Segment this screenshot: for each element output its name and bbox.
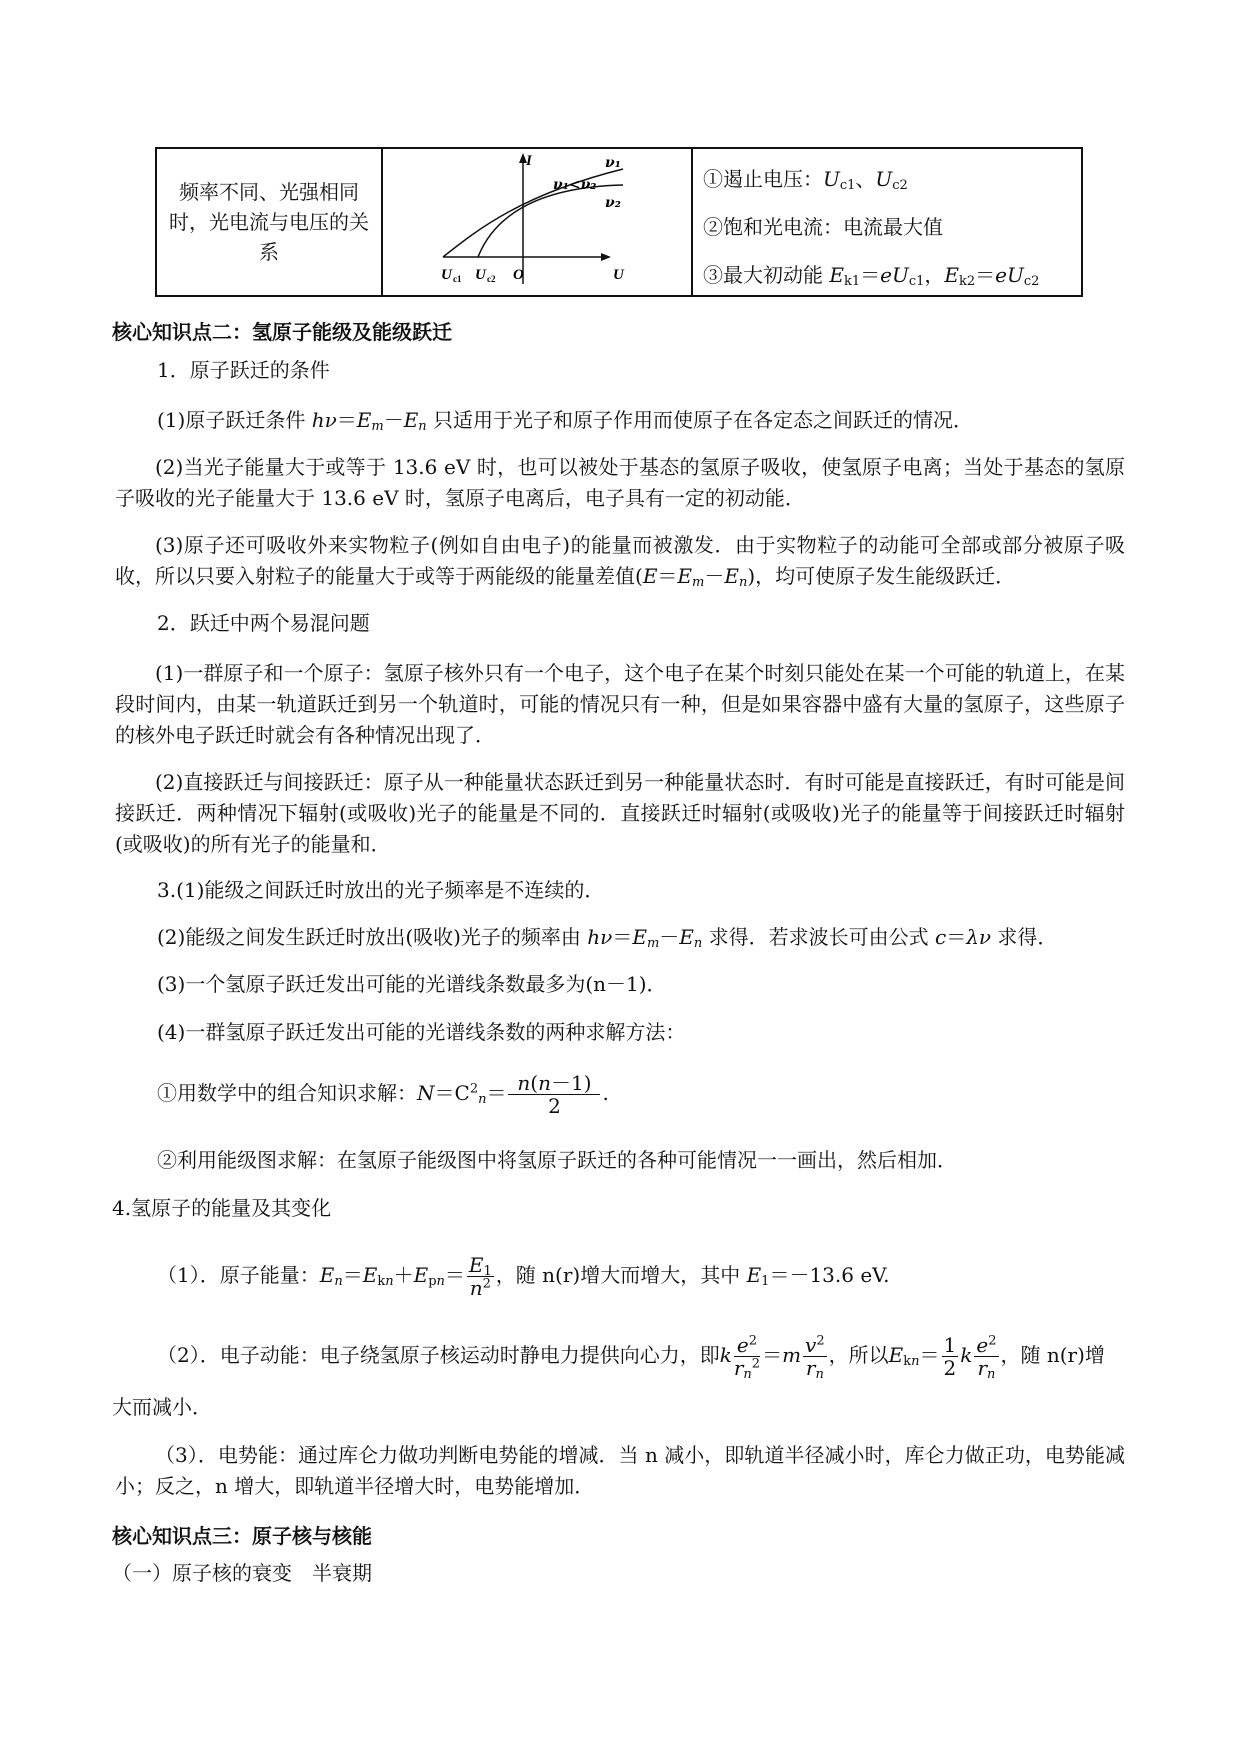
item3-heading: 3.(1)能级之间跃迁时放出的光子频率是不连续的．	[157, 878, 605, 902]
label-u: U	[613, 267, 624, 283]
note-stop-voltage: ①遏止电压：$U_{c1}$、$U_{c2}$	[703, 167, 908, 193]
energy-paragraph-1: （1）．原子能量：$E_n=E_{kn}+E_{pn}=$ $\frac{E_1}{n^2}$ ，随 n(r)增大而增大，其中 $E_1=-13.6$ eV.	[157, 1253, 890, 1300]
label-uc1: U	[441, 267, 452, 283]
paragraph-9: ①用数学中的组合知识求解：$N=C^2_n=$ $\frac{n(n-1)}{2}$ .	[157, 1071, 609, 1118]
condition-cell	[157, 149, 383, 295]
label-uc2: U	[475, 267, 486, 283]
item4-heading: 4.氢原子的能量及其变化	[112, 1196, 332, 1220]
paragraph-1: (1)原子跃迁条件 $h\nu=E_m-E_n$ 只适用于光子和原子作用而使原子在各定态之间跃迁的情况．	[157, 408, 974, 434]
section3-title: 核心知识点三：原子核与核能	[112, 1524, 372, 1548]
paragraph-4: (1)一群原子和一个原子：氢原子核外只有一个电子，这个电子在某个时刻只能处在某一个可能的轨道上，在某段时间内，由某一轨道跃迁到另一个轨道时，可能的情况只有一种，但是如果容器中盛有大量的氢原子，这些原子的核外电子跃迁时就会有各种情况出现了．	[115, 661, 1125, 747]
notes-cell	[693, 149, 1081, 295]
iv-graph	[383, 149, 689, 295]
x-axis-arrow	[601, 253, 611, 261]
section2-title: 核心知识点二：氢原子能级及能级跃迁	[112, 320, 452, 344]
paragraph-10: ②利用能级图求解：在氢原子能级图中将氢原子跃迁的各种可能情况一一画出，然后相加．	[157, 1148, 957, 1172]
photoelectric-table-row	[155, 147, 1083, 297]
paragraph-6: (2)能级之间发生跃迁时放出(吸收)光子的频率由 $h\nu=E_m-E_n$ 求得．若求波长可由公式 c＝λν 求得．	[157, 925, 1058, 951]
item1-heading: 1．原子跃迁的条件	[157, 358, 330, 382]
paragraph-8: (4)一群氢原子跃迁发出可能的光谱线条数的两种求解方法：	[157, 1020, 686, 1044]
energy-paragraph-2: （2）．电子动能：电子绕氢原子核运动时静电力提供向心力，即k $\frac{e^2}{r_n^2}$ ＝m $\frac{v^2}{r_n}$ ，所以$E_{kn}=$ $\frac{1}{2}$ k $\frac{e^2}{r_n}$ ，随 n(r)增	[157, 1333, 1105, 1382]
label-uc1-sub: c1	[453, 274, 462, 284]
note-saturation: ②饱和光电流：电流最大值	[703, 215, 943, 239]
label-nu1: ν₁	[605, 155, 621, 171]
curve-nu2	[478, 185, 623, 257]
note-max-ke: ③最大初动能 $E_{k1}=eU_{c1}$，$E_{k2}=eU_{c2}$	[703, 263, 1040, 289]
paragraph-7: (3)一个氢原子跃迁发出可能的光谱线条数最多为(n－1)．	[157, 972, 667, 996]
graph-cell	[383, 149, 693, 295]
label-relation: ν₁<ν₂	[553, 177, 597, 193]
paragraph-3: (3)原子还可吸收外来实物粒子(例如自由电子)的能量而被激发．由于实物粒子的动能可全部或部分被原子吸收，所以只要入射粒子的能量大于或等于两能级的能量差值$(E=E_m-E_n)$，均可使原子发生能级跃迁．	[115, 533, 1125, 590]
energy-paragraph-3: （3）．电势能：通过库仑力做功判断电势能的增减．当 n 减小，即轨道半径减小时，库仑力做正功，电势能减小；反之，n 增大，即轨道半径增大时，电势能增加．	[115, 1443, 1125, 1498]
label-nu2: ν₂	[605, 195, 621, 211]
energy-paragraph-2-wrap: 大而减小．	[112, 1395, 212, 1419]
label-i: I	[526, 153, 532, 169]
label-uc2-sub: c2	[487, 274, 496, 284]
item2-heading: 2．跃迁中两个易混问题	[157, 611, 370, 635]
condition-text: 频率不同、光强相同时，光电流与电压的关系	[169, 180, 369, 264]
label-origin: O	[513, 267, 524, 283]
paragraph-5: (2)直接跃迁与间接跃迁：原子从一种能量状态跃迁到另一种能量状态时．有时可能是直接跃迁，有时可能是间接跃迁．两种情况下辐射(或吸收)光子的能量是不同的．直接跃迁时辐射(或吸收)光子的能量等于间接跃迁时辐射(或吸收)的所有光子的能量和．	[115, 770, 1125, 856]
paragraph-2: (2)当光子能量大于或等于 13.6 eV 时，也可以被处于基态的氢原子吸收，使氢原子电离；当处于基态的氢原子吸收的光子能量大于 13.6 eV 时，氢原子电离后，电子具有一定的初动能．	[115, 455, 1125, 510]
section3-sub1: （一）原子核的衰变 半衰期	[112, 1561, 372, 1585]
